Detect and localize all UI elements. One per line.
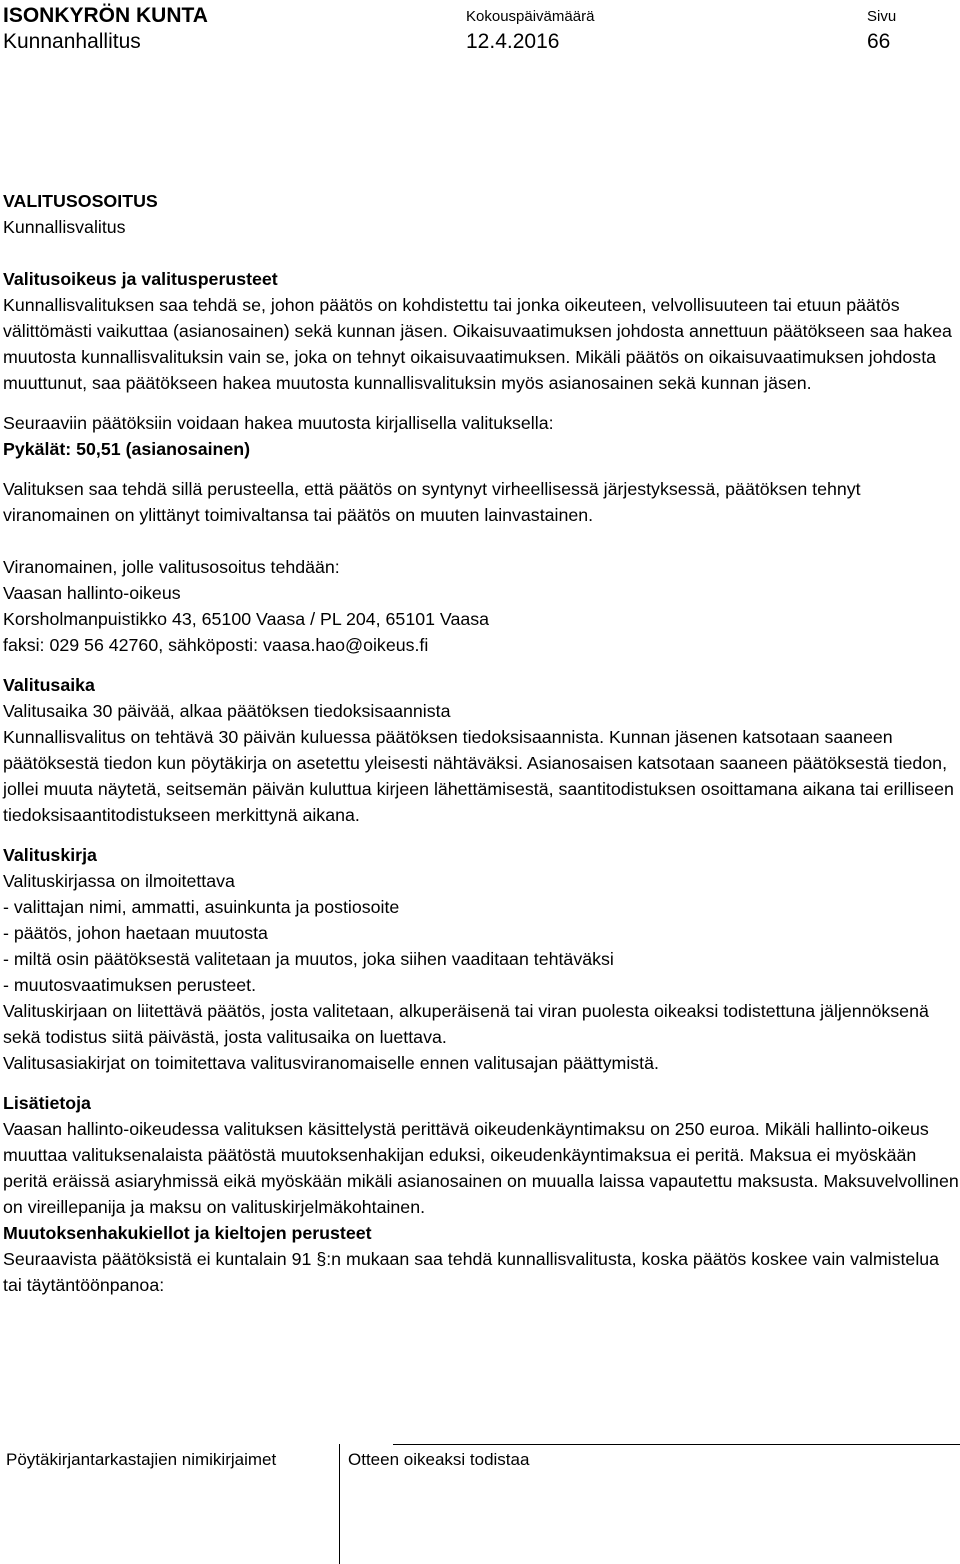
section-heading-prohibitions: Muutoksenhakukiellot ja kieltojen perusteet [3, 1223, 372, 1243]
section-heading-appeal-letter: Valituskirja [3, 845, 97, 865]
footer-divider [393, 1444, 960, 1445]
footer-column-divider [339, 1444, 340, 1564]
appeal-period-paragraph: Kunnallisvalitus on tehtävä 30 päivän kuluessa päätöksen tiedoksisaannista. Kunnan jäsenen katsotaan saaneen päätöksestä tiedon kun pöytäkirja on asetettu yleisesti nähtäväksi. Asianosaisen katsotaan saaneen päätöksestä tiedon, jollei muuta näytetä, seitsemän päivän kuluttua kirjeen lähettämisestä, saantitodistuksen osoittamana aikana tai erilliseen tiedoksisaantitodistukseen merkittynä aikana. [3, 727, 954, 825]
prohibitions-paragraph: Seuraavista päätöksistä ei kuntalain 91 §:n mukaan saa tehdä kunnallisvalitusta, koska päätös koskee vain valmistelua tai täytäntöönpanoa: [3, 1249, 940, 1295]
appeal-letter-delivery-paragraph: Valitusasiakirjat on toimitettava valitusviranomaiselle ennen valitusajan päättymistä. [3, 1053, 659, 1073]
authority-name: Vaasan hallinto-oikeus [3, 583, 181, 603]
certified-label: Otteen oikeaksi todistaa [348, 1450, 530, 1469]
document-title: VALITUSOSOITUS [3, 191, 158, 211]
meeting-date: 12.4.2016 [466, 30, 560, 53]
authority-contact: faksi: 029 56 42760, sähköposti: vaasa.hao@oikeus.fi [3, 635, 429, 655]
section-heading-appeal-period: Valitusaika [3, 675, 95, 695]
decisions-intro: Seuraaviin päätöksiin voidaan hakea muutosta kirjallisella valituksella: [3, 413, 554, 433]
meeting-date-label: Kokouspäivämäärä [466, 8, 595, 25]
appeal-letter-intro: Valituskirjassa on ilmoitettava [3, 871, 235, 891]
list-item: - valittajan nimi, ammatti, asuinkunta ja postiosoite [3, 897, 400, 917]
section-heading-appeal-right: Valitusoikeus ja valitusperusteet [3, 269, 278, 289]
document-subtitle: Kunnallisvalitus [3, 217, 126, 237]
authority-address: Korsholmanpuistikko 43, 65100 Vaasa / PL 204, 65101 Vaasa [3, 609, 490, 629]
signature-footer [0, 1444, 960, 1564]
board-name: Kunnanhallitus [3, 30, 141, 53]
appeal-right-paragraph: Kunnallisvalituksen saa tehdä se, johon päätös on kohdistettu tai jonka oikeuteen, velvollisuuteen tai etuun päätös välittömästi vaikuttaa (asianosainen) sekä kunnan jäsen. Oikaisuvaatimuksen johdosta annettuun päätökseen saa hakea muutosta kunnallisvalituksin vain se, joka on tehnyt oikaisuvaatimuksen. Mikäli päätös on oikaisuvaatimuksen johdosta muuttunut, saa päätökseen hakea muutosta kunnallisvalituksin myös asianosainen sekä kunnan jäsen. [3, 295, 952, 393]
authority-intro: Viranomainen, jolle valitusosoitus tehdään: [3, 557, 340, 577]
organization-name: ISONKYRÖN KUNTA [3, 4, 208, 27]
list-item: - miltä osin päätöksestä valitetaan ja muutos, joka siihen vaaditaan tehtäväksi [3, 949, 614, 969]
sections-list: Pykälät: 50,51 (asianosainen) [3, 439, 251, 459]
document-body [3, 188, 959, 1298]
page-number: 66 [867, 30, 891, 53]
appeal-grounds-paragraph: Valituksen saa tehdä sillä perusteella, että päätös on syntynyt virheellisessä järjestyksessä, päätöksen tehnyt viranomainen on ylittänyt toimivaltansa tai päätös on muuten lainvastainen. [3, 479, 861, 525]
page-label: Sivu [867, 8, 897, 25]
signature-label: Pöytäkirjantarkastajien nimikirjaimet [6, 1450, 277, 1469]
section-heading-additional-info: Lisätietoja [3, 1093, 91, 1113]
list-item: - muutosvaatimuksen perusteet. [3, 975, 257, 995]
list-item: - päätös, johon haetaan muutosta [3, 923, 268, 943]
additional-info-paragraph: Vaasan hallinto-oikeudessa valituksen käsittelystä perittävä oikeudenkäyntimaksu on 250 euroa. Mikäli hallinto-oikeus muuttaa valituksenalaista päätöstä muutoksenhakijan eduksi, oikeudenkäyntimaksua ei peritä. Maksua ei myöskään peritä eräissä asiaryhmissä eikä myöskään mikäli asianosainen on muualla laissa vapautettu maksusta. Maksuvelvollinen on vireillepanija ja maksu on valituskirjelmäkohtainen. [3, 1119, 959, 1217]
appeal-period-line: Valitusaika 30 päivää, alkaa päätöksen tiedoksisaannista [3, 701, 451, 721]
appeal-letter-attachment-paragraph: Valituskirjaan on liitettävä päätös, josta valitetaan, alkuperäisenä tai viran puolesta oikeaksi todistettuna jäljennöksenä sekä todistus siitä päivästä, josta valitusaika on luettava. [3, 1001, 929, 1047]
